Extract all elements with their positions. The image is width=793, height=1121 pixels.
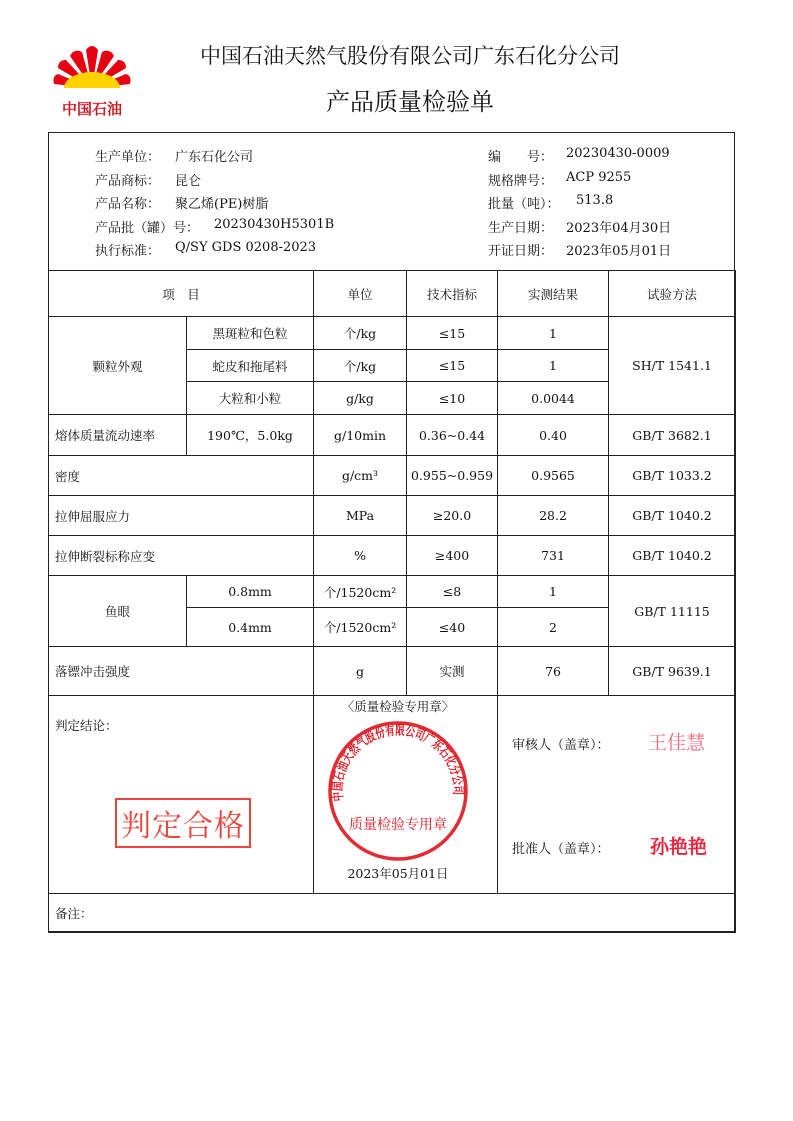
table-row [49,496,736,536]
sub-item: 大粒和小粒 [187,382,314,415]
col-result: 实测结果 [498,271,609,317]
spec: ≤10 [407,382,498,415]
info-value: 2023年04月30日 [566,220,672,236]
unit: g [314,647,407,696]
method: SH/T 1541.1 [609,317,736,415]
table-row [49,415,736,456]
result: 0.9565 [498,456,609,496]
reviewer-signature: 王佳慧 [648,732,706,754]
logo-text: 中国石油 [61,100,122,118]
approver-signature: 孙艳艳 [650,836,708,858]
info-label: 开证日期： [488,244,554,259]
result: 76 [498,647,609,696]
item-name: 密度 [49,456,314,496]
info-value: 广东石化公司 [175,150,254,165]
info-label: 编 号： [488,150,554,165]
method: GB/T 9639.1 [609,647,736,696]
info-value: 聚乙烯(PE)树脂 [175,197,269,212]
result: 28.2 [498,496,609,536]
info-value: 513.8 [576,193,614,208]
spec: ≤40 [407,608,498,647]
signoff-cell [498,696,736,894]
unit: g/10min [314,415,407,456]
spec: ≥20.0 [407,496,498,536]
unit: 个/kg [314,350,407,382]
table-row [49,317,736,350]
seal-graphic [318,719,478,861]
unit: MPa [314,496,407,536]
sub-item: 0.8mm [187,576,314,608]
reviewer-label: 审核人（盖章）： [512,738,610,753]
method: GB/T 11115 [609,576,736,647]
result: 2 [498,608,609,647]
info-label: 规格牌号： [488,173,554,189]
spec: 0.36~0.44 [407,415,498,456]
sub-item: 黑斑粒和色粒 [187,317,314,350]
info-value: 2023年05月01日 [566,244,672,259]
method: GB/T 1033.2 [609,456,736,496]
unit: g/cm³ [314,456,407,496]
seal-ring-text: 中国石油天然气股份有限公司广东石化分公司 [330,723,466,802]
result: 1 [498,317,609,350]
approver-label: 批准人（盖章）： [512,842,610,857]
document-title: 产品质量检验单 [326,88,494,116]
spec: ≥400 [407,536,498,576]
spec: 0.955~0.959 [407,456,498,496]
seal-date: 2023年05月01日 [347,866,449,881]
unit: 个/kg [314,317,407,350]
col-method: 试验方法 [609,271,736,317]
info-label: 批量（吨）： [488,197,560,212]
item-name: 落镖冲击强度 [49,647,314,696]
spec: 实测 [407,647,498,696]
result: 0.40 [498,415,609,456]
result: 731 [498,536,609,576]
info-label: 生产日期： [488,220,554,236]
unit: g/kg [314,382,407,415]
result: 0.0044 [498,382,609,415]
method: GB/T 1040.2 [609,536,736,576]
seal-caption: 〈质量检验专用章〉 [341,699,455,714]
table-row [49,576,736,608]
info-label: 产品名称： [95,197,161,212]
header-row [49,271,736,317]
info-value: 20230430-0009 [566,146,670,161]
company-name: 中国石油天然气股份有限公司广东石化分公司 [200,44,620,68]
spec: ≤15 [407,350,498,382]
method: GB/T 3682.1 [609,415,736,456]
col-item: 项 目 [49,271,314,317]
table-row [49,536,736,576]
col-spec: 技术指标 [407,271,498,317]
info-value: ACP 9255 [566,169,632,185]
method: GB/T 1040.2 [609,496,736,536]
item-name: 颗粒外观 [49,317,187,415]
item-name: 鱼眼 [49,576,187,647]
item-name: 拉伸断裂标称应变 [49,536,314,576]
petrochina-logo [52,40,132,100]
conclusion-cell [49,696,314,894]
item-name: 熔体质量流动速率 [49,415,187,456]
remarks-label: 备注： [49,894,736,933]
info-value: 昆仑 [175,173,202,189]
conclusion-label: 判定结论： [55,718,118,733]
table-row [49,456,736,496]
remarks-row [49,894,736,933]
sub-item: 蛇皮和拖尾料 [187,350,314,382]
unit: % [314,536,407,576]
sub-item: 0.4mm [187,608,314,647]
result: 1 [498,350,609,382]
info-label: 产品商标： [95,173,161,189]
unit: 个/1520cm² [314,608,407,647]
info-label: 生产单位： [95,150,161,165]
condition: 190℃，5.0kg [187,415,314,456]
info-label: 产品批（罐）号： [95,220,200,236]
col-unit: 单位 [314,271,407,317]
result: 1 [498,576,609,608]
svg-text:中国石油天然气股份有限公司广东石化分公司 [330,723,466,802]
info-label: 执行标准： [95,244,161,259]
table-row [49,647,736,696]
info-value: Q/SY GDS 0208-2023 [175,240,317,255]
spec: ≤8 [407,576,498,608]
pass-stamp: 判定合格 [115,798,251,848]
item-name: 拉伸屈服应力 [49,496,314,536]
quality-seal [318,699,478,889]
info-value: 20230430H5301B [214,216,335,232]
seal-center-text: 质量检验专用章 [349,817,447,833]
spec: ≤15 [407,317,498,350]
unit: 个/1520cm² [314,576,407,608]
